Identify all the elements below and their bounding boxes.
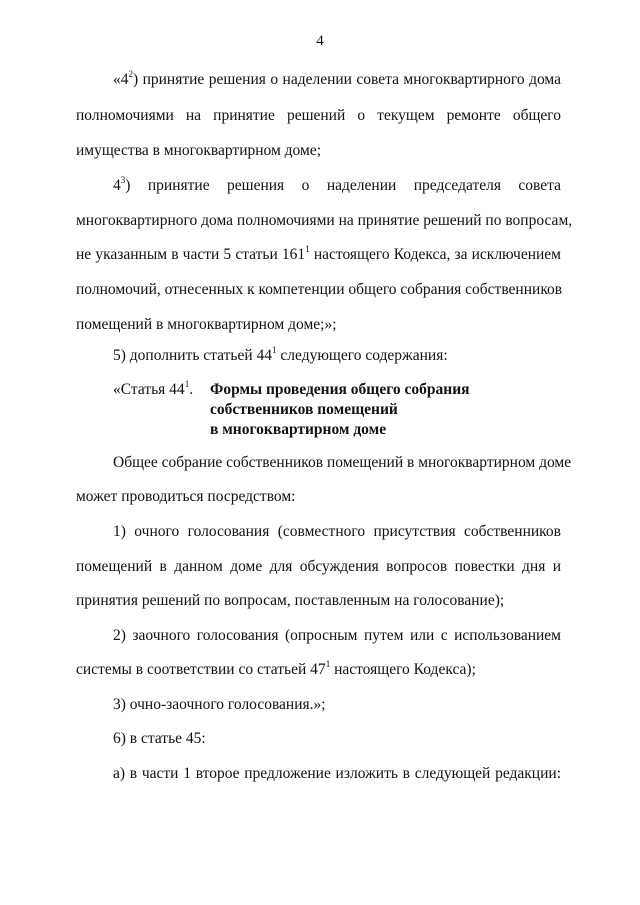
text-run: «4 [113, 71, 129, 88]
text-run: не указанным в части 5 статьи 161 [76, 246, 306, 263]
para-1-line-2 [76, 557, 561, 577]
text-run: настоящего Кодекса, за исключением [309, 246, 561, 263]
para-general-line-2 [76, 487, 561, 507]
para-1-line-3 [76, 591, 561, 611]
article-title-line-3: в многоквартирном доме [210, 421, 387, 438]
article-heading-label [113, 380, 193, 400]
para-4-2-line-1 [113, 70, 561, 90]
para-4-3-line-1 [113, 176, 561, 196]
para-a-line-1 [113, 764, 561, 784]
para-2-line-2 [76, 660, 561, 680]
para-general-line-1 [113, 453, 572, 473]
superscript: 3 [120, 175, 126, 185]
para-2-line-1 [113, 626, 561, 646]
para-4-3-line-5 [76, 315, 561, 335]
para-5-line-1 [113, 346, 561, 366]
text-run: Общее собрание собственников помещений в многоквартирном доме [113, 454, 572, 471]
text-run: может проводиться посредством: [76, 488, 296, 505]
para-4-3-line-2 [76, 211, 573, 231]
para-1-line-1 [113, 522, 561, 542]
text-run: системы в соответствии со статьей 47 [76, 661, 326, 678]
article-title-line-2: собственников помещений [210, 401, 398, 418]
superscript: 2 [128, 69, 133, 79]
para-4-2-line-2 [76, 106, 561, 126]
text-run: принятия решений по вопросам, поставленным на голосование); [76, 592, 505, 609]
text-run: ) принятие решения о наделении председателя совета [125, 177, 561, 194]
text-run: а) в части 1 второе предложение изложить в следующей редакции: [113, 765, 561, 782]
text-run: многоквартирного дома полномочиями на принятие решений по вопросам, [76, 212, 573, 229]
para-4-3-line-4 [76, 280, 561, 300]
superscript: 1 [305, 244, 310, 254]
article-heading-title [210, 380, 470, 440]
text-run: 6) в статье 45: [113, 730, 206, 747]
text-run: 3) очно-заочного голосования.»; [113, 696, 326, 713]
text-run: полномочий, отнесенных к компетенции общего собрания собственников [76, 281, 563, 298]
text-run: 1) очного голосования (совместного присутствия собственников [113, 523, 561, 540]
text-run: 5) дополнить статьей 44 [113, 347, 273, 364]
text-run: помещений в многоквартирном доме;»; [76, 316, 337, 333]
text-run: настоящего Кодекса); [330, 661, 476, 678]
article-label-sup: 1 [184, 379, 190, 389]
page-number: 4 [316, 33, 324, 49]
text-run: 4 [113, 177, 121, 194]
para-4-2-line-3 [76, 141, 561, 161]
text-run: 2) заочного голосования (опросным путем или с использованием [113, 627, 561, 644]
text-run: имущества в многоквартирном доме; [76, 142, 322, 159]
text-run: следующего содержания: [276, 347, 448, 364]
superscript: 1 [272, 345, 277, 355]
text-run: полномочиями на принятие решений о текущем ремонте общего [76, 107, 561, 124]
para-4-3-line-3 [76, 245, 561, 265]
superscript: 1 [325, 659, 331, 669]
article-title-line-1: Формы проведения общего собрания [210, 381, 470, 398]
para-6-line-1 [113, 729, 561, 749]
text-run: ) принятие решения о наделении совета многоквартирного дома [133, 71, 561, 88]
article-label-prefix: «Статья 44 [113, 381, 185, 398]
article-label-suffix: . [189, 381, 194, 398]
para-3-line-1 [113, 695, 561, 715]
text-run: помещений в данном доме для обсуждения вопросов повестки дня и [76, 558, 561, 575]
